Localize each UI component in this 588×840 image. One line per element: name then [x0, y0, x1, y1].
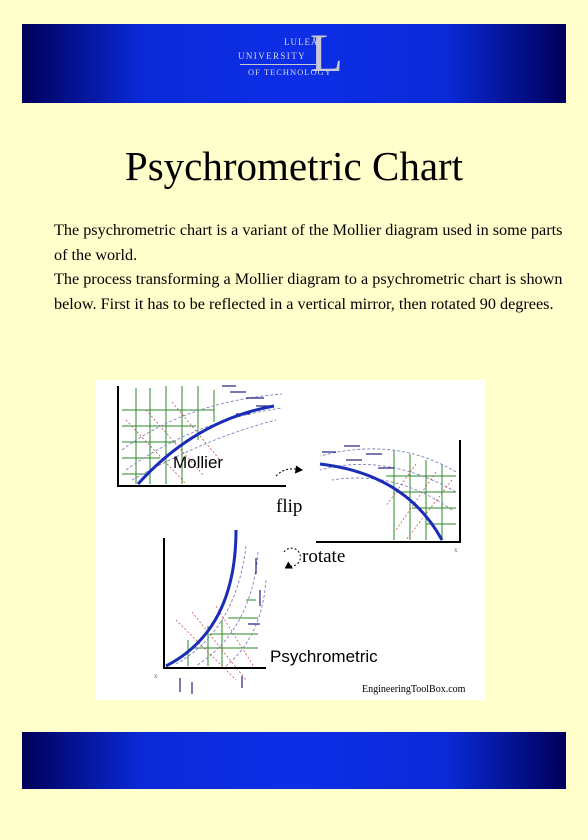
logo-line-2: UNIVERSITY [238, 51, 306, 61]
svg-text:x: x [154, 672, 158, 680]
rotate-label: rotate [302, 546, 346, 567]
logo-letter: L [310, 23, 343, 83]
transformation-diagram [96, 380, 486, 700]
header-banner [22, 24, 566, 103]
footer-banner [22, 732, 566, 789]
rotate-arrow [284, 548, 300, 568]
university-logo [22, 24, 566, 103]
mollier-label: Mollier [173, 453, 224, 472]
psychrometric-label: Psychrometric [270, 647, 378, 666]
mollier-diagram [118, 386, 286, 486]
logo-line-1: LULEÅ [284, 37, 319, 47]
flip-arrow [276, 466, 302, 476]
flipped-diagram [316, 440, 460, 554]
page-title: Psychrometric Chart [124, 143, 464, 189]
logo-rule [240, 64, 316, 65]
paragraph-2: The process transforming a Mollier diagram to a psychrometric chart is shown below. First it has to be reflected in a vertical mirror, then rotated 90 degrees. [54, 270, 563, 313]
flip-label: flip [276, 496, 303, 517]
svg-text:x: x [454, 546, 458, 554]
credit-label: EngineeringToolBox.com [362, 684, 466, 695]
paragraph-1: The psychrometric chart is a variant of the Mollier diagram used in some parts of the world. [54, 221, 563, 264]
body-text [54, 218, 564, 316]
transformation-figure [96, 380, 486, 700]
logo-line-3: OF TECHNOLOGY [248, 67, 332, 77]
